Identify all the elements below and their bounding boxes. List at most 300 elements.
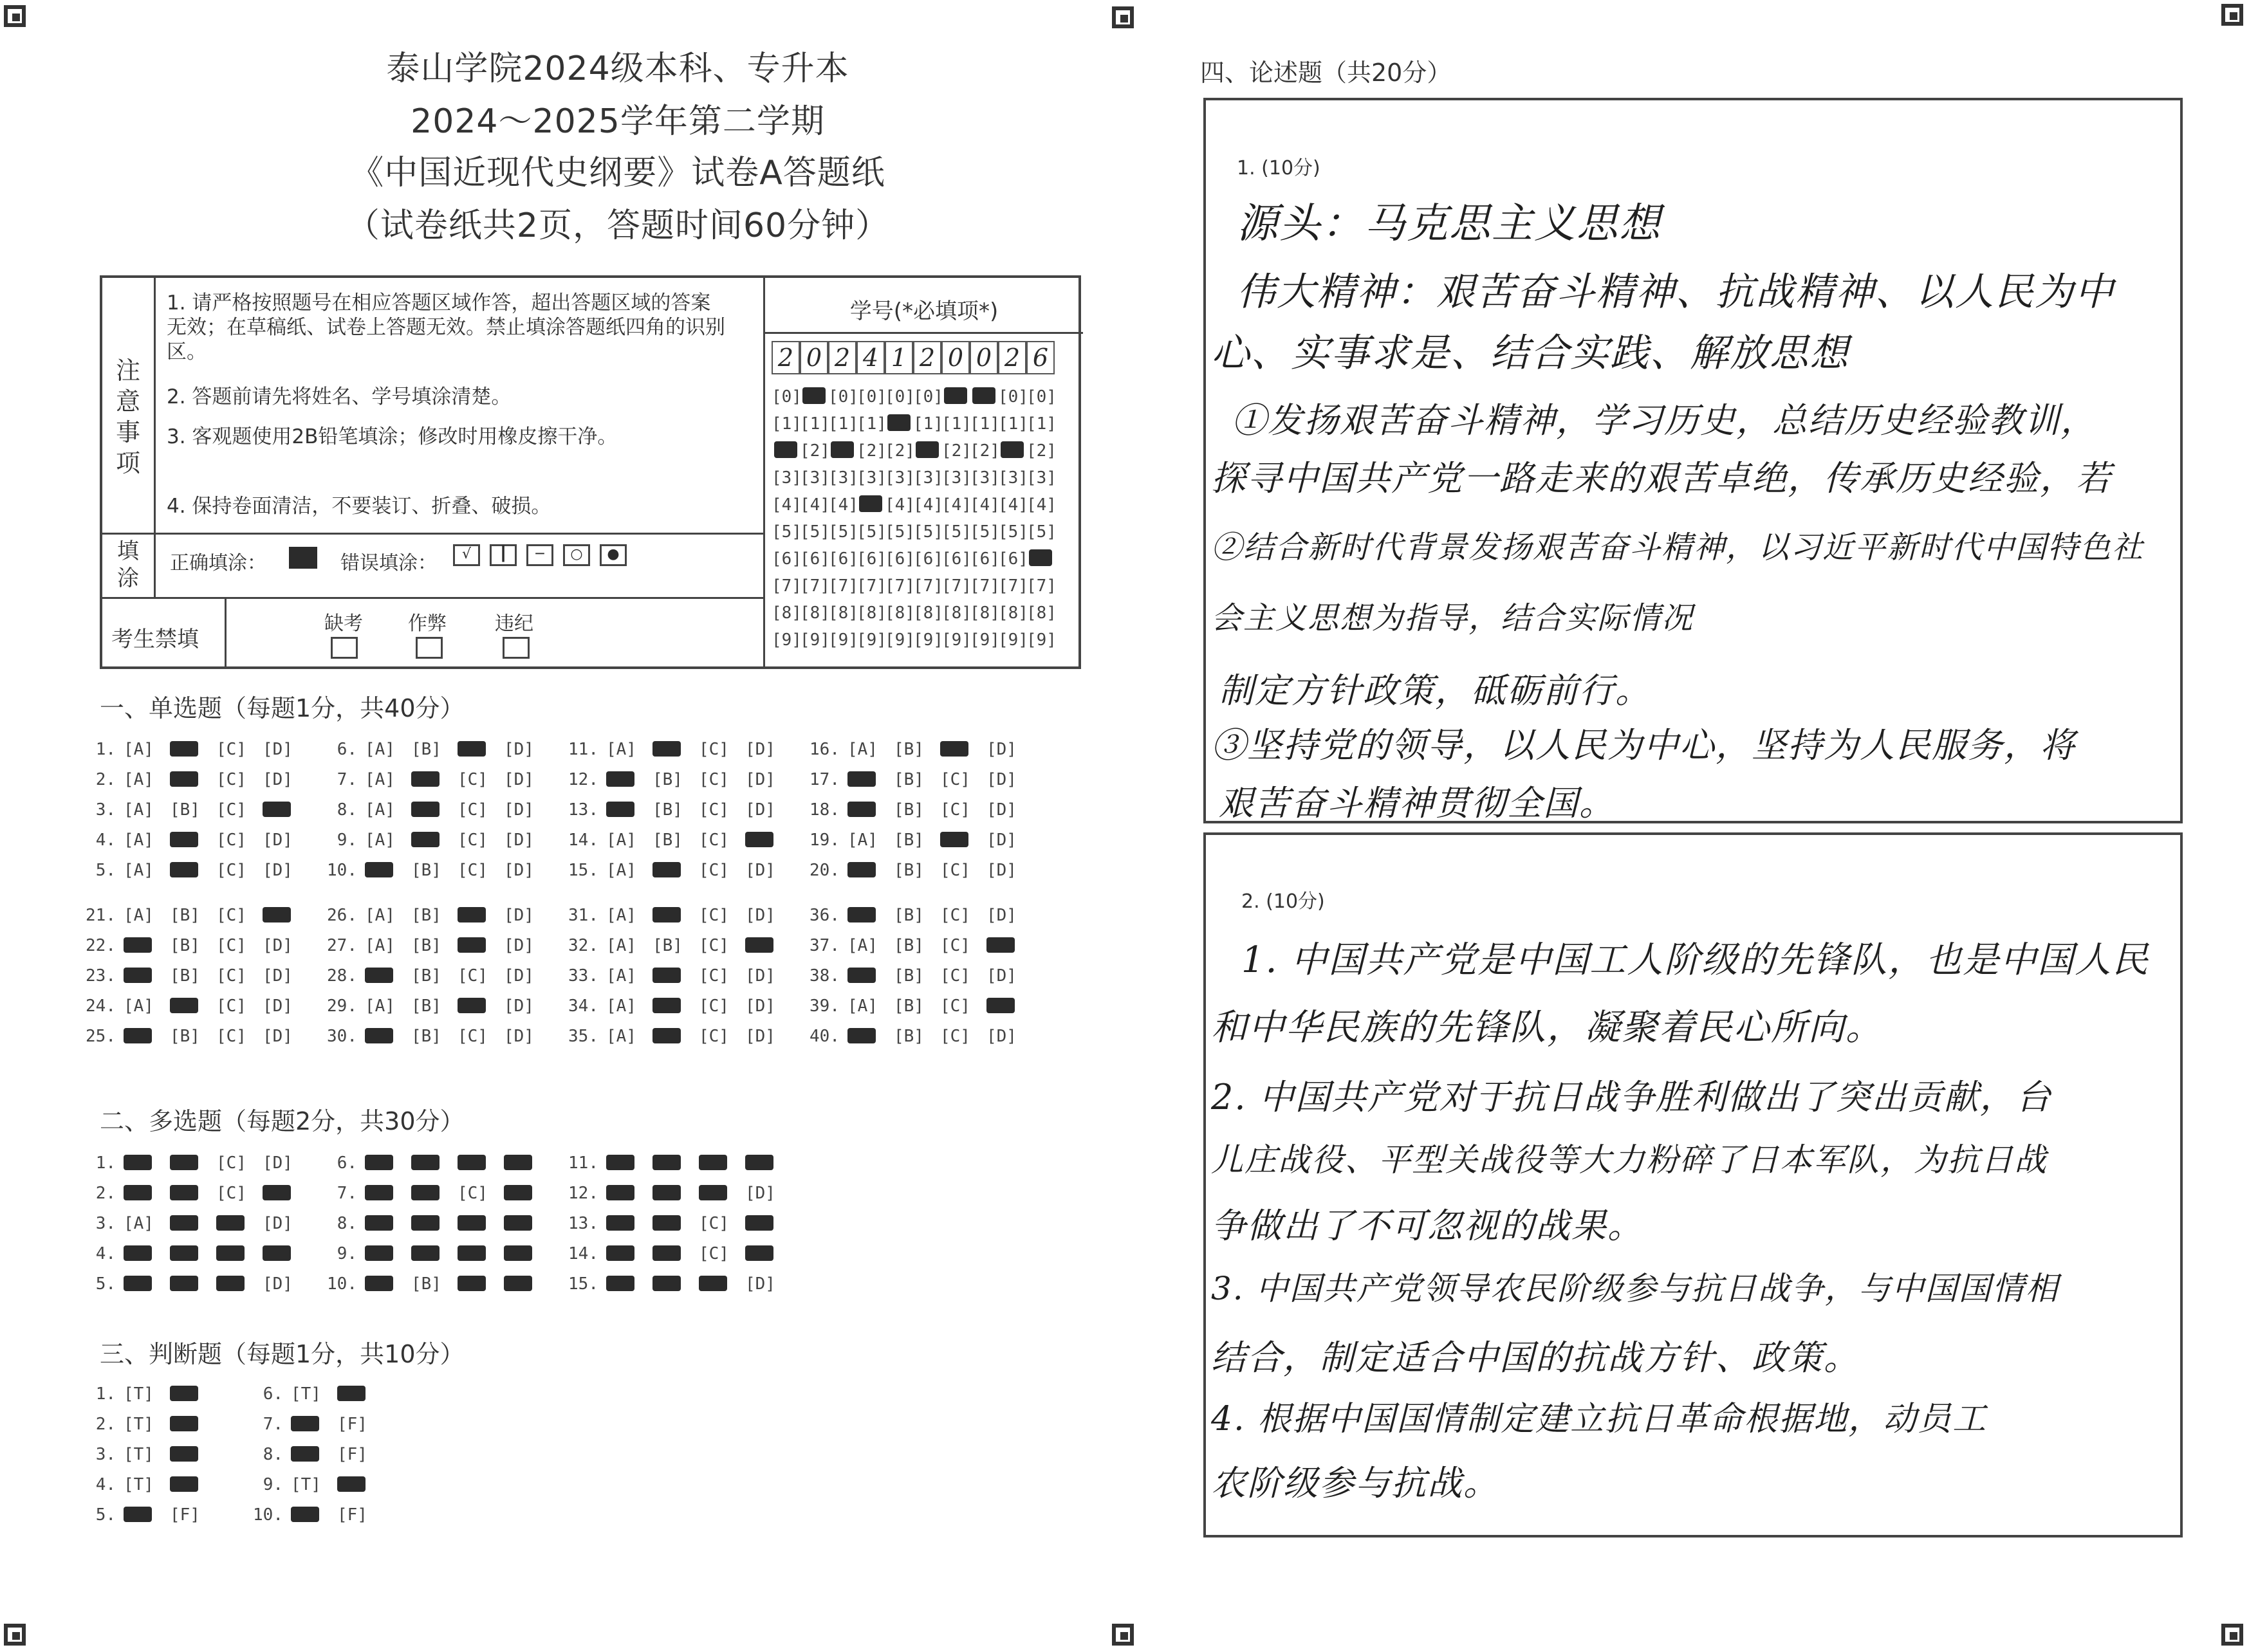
single-choice-option[interactable]: [D] <box>745 906 775 925</box>
single-choice-option[interactable]: [D] <box>986 966 1017 986</box>
single-choice-option[interactable]: [C] <box>216 740 246 759</box>
single-choice-option[interactable]: [D] <box>263 861 293 880</box>
multi-choice-option-filled[interactable] <box>745 1215 773 1231</box>
single-choice-option[interactable]: [A] <box>365 770 395 789</box>
single-choice-option[interactable]: [B] <box>411 906 441 925</box>
multi-choice-option-filled[interactable] <box>411 1245 440 1261</box>
single-choice-option-filled[interactable] <box>365 862 393 877</box>
single-choice-option-filled[interactable] <box>986 937 1015 953</box>
single-choice-option-filled[interactable] <box>847 1028 876 1043</box>
single-choice-option[interactable]: [A] <box>606 996 636 1016</box>
student-id-bubble-filled[interactable] <box>944 387 967 404</box>
true-false-option-filled[interactable] <box>291 1446 319 1462</box>
single-choice-option[interactable]: [B] <box>411 996 441 1016</box>
student-id-bubble[interactable]: [9] <box>828 630 858 650</box>
single-choice-option-filled[interactable] <box>170 832 198 847</box>
single-choice-option[interactable]: [C] <box>699 740 729 759</box>
single-choice-option[interactable]: [A] <box>365 831 395 850</box>
single-choice-option-filled[interactable] <box>847 907 876 922</box>
true-false-option-filled[interactable] <box>170 1446 198 1462</box>
student-id-bubble[interactable]: [5] <box>828 522 858 542</box>
single-choice-option[interactable]: [C] <box>458 1027 488 1046</box>
student-id-bubble[interactable]: [5] <box>998 522 1028 542</box>
single-choice-option-filled[interactable] <box>847 771 876 787</box>
single-choice-option[interactable]: [C] <box>216 800 246 820</box>
multi-choice-option-filled[interactable] <box>170 1185 198 1200</box>
student-id-bubble[interactable]: [6] <box>885 549 915 569</box>
student-id-bubble[interactable]: [5] <box>941 522 972 542</box>
multi-choice-option-filled[interactable] <box>216 1276 245 1291</box>
single-choice-option-filled[interactable] <box>458 998 486 1013</box>
single-choice-option[interactable]: [C] <box>458 966 488 986</box>
student-id-bubble[interactable]: [1] <box>941 414 972 434</box>
multi-choice-option-filled[interactable] <box>652 1155 681 1170</box>
student-id-bubble[interactable]: [2] <box>1026 441 1057 461</box>
multi-choice-option-filled[interactable] <box>458 1215 486 1231</box>
multi-choice-option-filled[interactable] <box>365 1185 393 1200</box>
single-choice-option[interactable]: [A] <box>606 966 636 986</box>
single-choice-option[interactable]: [D] <box>504 831 534 850</box>
single-choice-option[interactable]: [D] <box>504 740 534 759</box>
single-choice-option[interactable]: [D] <box>263 770 293 789</box>
single-choice-option[interactable]: [C] <box>940 1027 970 1046</box>
single-choice-option[interactable]: [A] <box>365 996 395 1016</box>
single-choice-option[interactable]: [A] <box>365 800 395 820</box>
ban-checkbox-cheat[interactable] <box>416 637 443 659</box>
single-choice-option[interactable]: [C] <box>216 936 246 955</box>
single-choice-option[interactable]: [C] <box>216 1027 246 1046</box>
single-choice-option[interactable]: [D] <box>504 996 534 1016</box>
single-choice-option-filled[interactable] <box>411 832 440 847</box>
single-choice-option[interactable]: [C] <box>699 996 729 1016</box>
single-choice-option[interactable]: [A] <box>365 936 395 955</box>
single-choice-option[interactable]: [B] <box>894 861 924 880</box>
student-id-bubble[interactable]: [3] <box>998 468 1028 488</box>
student-id-bubble[interactable]: [3] <box>941 468 972 488</box>
multi-choice-option-filled[interactable] <box>458 1245 486 1261</box>
student-id-bubble[interactable]: [3] <box>828 468 858 488</box>
multi-choice-option-filled[interactable] <box>652 1215 681 1231</box>
multi-choice-option-filled[interactable] <box>124 1155 152 1170</box>
student-id-bubble[interactable]: [3] <box>856 468 887 488</box>
multi-choice-option-filled[interactable] <box>606 1245 634 1261</box>
multi-choice-option-filled[interactable] <box>504 1185 532 1200</box>
single-choice-option[interactable]: [D] <box>504 966 534 986</box>
multi-choice-option-filled[interactable] <box>411 1155 440 1170</box>
multi-choice-option-filled[interactable] <box>699 1185 727 1200</box>
single-choice-option[interactable]: [B] <box>652 936 683 955</box>
student-id-bubble[interactable]: [9] <box>1026 630 1057 650</box>
student-id-bubble[interactable]: [7] <box>856 576 887 596</box>
single-choice-option[interactable]: [C] <box>216 996 246 1016</box>
single-choice-option[interactable]: [C] <box>216 906 246 925</box>
multi-choice-option-filled[interactable] <box>699 1155 727 1170</box>
true-false-option-filled[interactable] <box>170 1386 198 1401</box>
student-id-bubble[interactable]: [9] <box>970 630 1000 650</box>
single-choice-option[interactable]: [D] <box>504 861 534 880</box>
single-choice-option-filled[interactable] <box>745 832 773 847</box>
multi-choice-option[interactable]: [B] <box>411 1274 441 1294</box>
single-choice-option[interactable]: [C] <box>699 861 729 880</box>
student-id-bubble-filled[interactable] <box>1001 441 1024 458</box>
multi-choice-option[interactable]: [D] <box>745 1274 775 1294</box>
student-id-bubble-filled[interactable] <box>972 387 995 404</box>
student-id-bubble[interactable]: [4] <box>800 495 830 515</box>
student-id-bubble[interactable]: [7] <box>998 576 1028 596</box>
single-choice-option[interactable]: [D] <box>263 1027 293 1046</box>
multi-choice-option[interactable]: [C] <box>699 1214 729 1233</box>
multi-choice-option-filled[interactable] <box>745 1245 773 1261</box>
single-choice-option[interactable]: [C] <box>216 770 246 789</box>
single-choice-option-filled[interactable] <box>458 741 486 757</box>
single-choice-option-filled[interactable] <box>124 1028 152 1043</box>
single-choice-option[interactable]: [C] <box>699 906 729 925</box>
true-false-option[interactable]: [F] <box>337 1415 367 1434</box>
single-choice-option-filled[interactable] <box>652 968 681 983</box>
student-id-bubble[interactable]: [6] <box>772 549 802 569</box>
student-id-bubble[interactable]: [8] <box>800 603 830 623</box>
single-choice-option[interactable]: [D] <box>986 831 1017 850</box>
single-choice-option[interactable]: [D] <box>986 1027 1017 1046</box>
single-choice-option-filled[interactable] <box>940 741 968 757</box>
student-id-bubble-filled[interactable] <box>774 441 797 458</box>
single-choice-option[interactable]: [C] <box>940 861 970 880</box>
single-choice-option[interactable]: [D] <box>263 996 293 1016</box>
student-id-bubble[interactable]: [2] <box>800 441 830 461</box>
student-id-bubble[interactable]: [5] <box>885 522 915 542</box>
student-id-bubble[interactable]: [3] <box>800 468 830 488</box>
student-id-bubble[interactable]: [6] <box>913 549 943 569</box>
true-false-option-filled[interactable] <box>124 1507 152 1522</box>
multi-choice-option-filled[interactable] <box>411 1185 440 1200</box>
student-id-bubble[interactable]: [9] <box>913 630 943 650</box>
multi-choice-option-filled[interactable] <box>216 1245 245 1261</box>
true-false-option[interactable]: [F] <box>337 1505 367 1525</box>
single-choice-option[interactable]: [B] <box>894 996 924 1016</box>
single-choice-option-filled[interactable] <box>170 862 198 877</box>
multi-choice-option-filled[interactable] <box>652 1185 681 1200</box>
multi-choice-option-filled[interactable] <box>504 1155 532 1170</box>
single-choice-option[interactable]: [A] <box>124 906 154 925</box>
student-id-bubble[interactable]: [9] <box>998 630 1028 650</box>
student-id-bubble[interactable]: [9] <box>941 630 972 650</box>
single-choice-option[interactable]: [D] <box>745 800 775 820</box>
multi-choice-option-filled[interactable] <box>124 1276 152 1291</box>
true-false-option[interactable]: [T] <box>124 1475 154 1494</box>
student-id-bubble[interactable]: [4] <box>970 495 1000 515</box>
student-id-bubble[interactable]: [3] <box>970 468 1000 488</box>
true-false-option[interactable]: [F] <box>170 1505 200 1525</box>
single-choice-option[interactable]: [D] <box>986 800 1017 820</box>
student-id-bubble[interactable]: [8] <box>913 603 943 623</box>
single-choice-option[interactable]: [C] <box>940 936 970 955</box>
single-choice-option[interactable]: [A] <box>124 770 154 789</box>
single-choice-option[interactable]: [A] <box>606 936 636 955</box>
multi-choice-option-filled[interactable] <box>504 1215 532 1231</box>
student-id-bubble[interactable]: [7] <box>941 576 972 596</box>
single-choice-option[interactable]: [C] <box>940 906 970 925</box>
multi-choice-option-filled[interactable] <box>458 1276 486 1291</box>
single-choice-option-filled[interactable] <box>263 802 291 817</box>
single-choice-option-filled[interactable] <box>652 1028 681 1043</box>
single-choice-option[interactable]: [C] <box>699 770 729 789</box>
single-choice-option[interactable]: [B] <box>170 936 200 955</box>
true-false-option[interactable]: [T] <box>124 1384 154 1404</box>
multi-choice-option-filled[interactable] <box>170 1155 198 1170</box>
multi-choice-option-filled[interactable] <box>458 1155 486 1170</box>
single-choice-option[interactable]: [D] <box>263 831 293 850</box>
student-id-bubble[interactable]: [0] <box>1026 387 1057 407</box>
single-choice-option[interactable]: [A] <box>606 1027 636 1046</box>
student-id-bubble[interactable]: [3] <box>885 468 915 488</box>
single-choice-option-filled[interactable] <box>847 862 876 877</box>
single-choice-option[interactable]: [C] <box>458 800 488 820</box>
single-choice-option-filled[interactable] <box>365 1028 393 1043</box>
single-choice-option-filled[interactable] <box>170 771 198 787</box>
single-choice-option[interactable]: [C] <box>699 966 729 986</box>
student-id-bubble[interactable]: [4] <box>885 495 915 515</box>
single-choice-option[interactable]: [D] <box>504 770 534 789</box>
single-choice-option-filled[interactable] <box>652 741 681 757</box>
student-id-bubble[interactable]: [8] <box>772 603 802 623</box>
single-choice-option[interactable]: [C] <box>699 1027 729 1046</box>
student-id-bubble-filled[interactable] <box>887 414 911 431</box>
student-id-bubble[interactable]: [6] <box>970 549 1000 569</box>
single-choice-option[interactable]: [D] <box>504 906 534 925</box>
student-id-bubble[interactable]: [3] <box>913 468 943 488</box>
single-choice-option-filled[interactable] <box>458 907 486 922</box>
single-choice-option[interactable]: [B] <box>894 906 924 925</box>
student-id-bubble-filled[interactable] <box>916 441 939 458</box>
multi-choice-option-filled[interactable] <box>606 1185 634 1200</box>
single-choice-option-filled[interactable] <box>606 802 634 817</box>
single-choice-option-filled[interactable] <box>170 741 198 757</box>
multi-choice-option-filled[interactable] <box>365 1245 393 1261</box>
single-choice-option-filled[interactable] <box>745 937 773 953</box>
multi-choice-option[interactable]: [C] <box>458 1184 488 1203</box>
multi-choice-option-filled[interactable] <box>606 1276 634 1291</box>
single-choice-option[interactable]: [C] <box>216 861 246 880</box>
single-choice-option[interactable]: [A] <box>606 740 636 759</box>
multi-choice-option-filled[interactable] <box>504 1276 532 1291</box>
single-choice-option[interactable]: [C] <box>699 936 729 955</box>
single-choice-option[interactable]: [D] <box>745 1027 775 1046</box>
single-choice-option[interactable]: [B] <box>652 770 683 789</box>
single-choice-option-filled[interactable] <box>124 968 152 983</box>
student-id-bubble[interactable]: [5] <box>772 522 802 542</box>
student-id-bubble[interactable]: [5] <box>800 522 830 542</box>
student-id-bubble[interactable]: [8] <box>998 603 1028 623</box>
student-id-bubble[interactable]: [8] <box>885 603 915 623</box>
true-false-option[interactable]: [T] <box>291 1384 321 1404</box>
student-id-bubble[interactable]: [2] <box>941 441 972 461</box>
student-id-bubble[interactable]: [6] <box>941 549 972 569</box>
multi-choice-option[interactable]: [C] <box>216 1184 246 1203</box>
single-choice-option[interactable]: [B] <box>411 936 441 955</box>
true-false-option-filled[interactable] <box>170 1476 198 1492</box>
single-choice-option[interactable]: [D] <box>504 800 534 820</box>
single-choice-option-filled[interactable] <box>652 998 681 1013</box>
single-choice-option[interactable]: [A] <box>124 740 154 759</box>
multi-choice-option-filled[interactable] <box>263 1185 291 1200</box>
student-id-bubble[interactable]: [9] <box>772 630 802 650</box>
single-choice-option[interactable]: [C] <box>940 996 970 1016</box>
true-false-option[interactable]: [T] <box>291 1475 321 1494</box>
student-id-bubble[interactable]: [5] <box>856 522 887 542</box>
student-id-bubble[interactable]: [7] <box>800 576 830 596</box>
single-choice-option[interactable]: [C] <box>940 770 970 789</box>
single-choice-option[interactable]: [C] <box>699 831 729 850</box>
single-choice-option-filled[interactable] <box>606 771 634 787</box>
single-choice-option[interactable]: [B] <box>170 906 200 925</box>
single-choice-option[interactable]: [A] <box>365 740 395 759</box>
single-choice-option[interactable]: [B] <box>894 800 924 820</box>
student-id-bubble[interactable]: [6] <box>800 549 830 569</box>
single-choice-option[interactable]: [D] <box>986 906 1017 925</box>
single-choice-option[interactable]: [B] <box>652 831 683 850</box>
student-id-bubble[interactable]: [6] <box>828 549 858 569</box>
single-choice-option-filled[interactable] <box>458 937 486 953</box>
single-choice-option[interactable]: [B] <box>170 800 200 820</box>
student-id-bubble-filled[interactable] <box>831 441 854 458</box>
single-choice-option[interactable]: [B] <box>894 831 924 850</box>
student-id-bubble-filled[interactable] <box>802 387 826 404</box>
single-choice-option[interactable]: [B] <box>411 1027 441 1046</box>
single-choice-option[interactable]: [B] <box>170 966 200 986</box>
student-id-bubble[interactable]: [6] <box>856 549 887 569</box>
multi-choice-option-filled[interactable] <box>504 1245 532 1261</box>
single-choice-option[interactable]: [B] <box>411 966 441 986</box>
single-choice-option[interactable]: [B] <box>894 966 924 986</box>
multi-choice-option-filled[interactable] <box>170 1276 198 1291</box>
multi-choice-option-filled[interactable] <box>170 1215 198 1231</box>
single-choice-option[interactable]: [C] <box>940 800 970 820</box>
student-id-bubble[interactable]: [4] <box>913 495 943 515</box>
true-false-option-filled[interactable] <box>291 1507 319 1522</box>
student-id-bubble[interactable]: [0] <box>772 387 802 407</box>
student-id-bubble-filled[interactable] <box>1029 549 1052 566</box>
student-id-bubble[interactable]: [8] <box>828 603 858 623</box>
single-choice-option-filled[interactable] <box>124 937 152 953</box>
single-choice-option[interactable]: [D] <box>745 861 775 880</box>
student-id-bubble[interactable]: [4] <box>941 495 972 515</box>
single-choice-option[interactable]: [D] <box>745 996 775 1016</box>
student-id-bubble[interactable]: [8] <box>856 603 887 623</box>
multi-choice-option[interactable]: [A] <box>124 1214 154 1233</box>
true-false-option[interactable]: [T] <box>124 1445 154 1464</box>
multi-choice-option[interactable]: [D] <box>263 1153 293 1173</box>
single-choice-option[interactable]: [B] <box>894 740 924 759</box>
student-id-bubble[interactable]: [8] <box>941 603 972 623</box>
multi-choice-option-filled[interactable] <box>365 1215 393 1231</box>
single-choice-option[interactable]: [A] <box>606 831 636 850</box>
single-choice-option[interactable]: [B] <box>411 861 441 880</box>
single-choice-option[interactable]: [A] <box>847 996 878 1016</box>
student-id-bubble[interactable]: [6] <box>998 549 1028 569</box>
single-choice-option[interactable]: [C] <box>458 861 488 880</box>
true-false-option-filled[interactable] <box>337 1386 366 1401</box>
single-choice-option[interactable]: [B] <box>170 1027 200 1046</box>
single-choice-option[interactable]: [C] <box>216 831 246 850</box>
multi-choice-option[interactable]: [C] <box>699 1244 729 1263</box>
single-choice-option-filled[interactable] <box>986 998 1015 1013</box>
single-choice-option[interactable]: [A] <box>606 906 636 925</box>
student-id-bubble[interactable]: [9] <box>800 630 830 650</box>
single-choice-option[interactable]: [A] <box>606 861 636 880</box>
single-choice-option-filled[interactable] <box>263 907 291 922</box>
student-id-bubble[interactable]: [1] <box>913 414 943 434</box>
multi-choice-option-filled[interactable] <box>170 1245 198 1261</box>
multi-choice-option-filled[interactable] <box>652 1276 681 1291</box>
true-false-option[interactable]: [F] <box>337 1445 367 1464</box>
single-choice-option[interactable]: [D] <box>263 936 293 955</box>
student-id-bubble[interactable]: [5] <box>970 522 1000 542</box>
multi-choice-option[interactable]: [D] <box>745 1184 775 1203</box>
multi-choice-option-filled[interactable] <box>124 1245 152 1261</box>
student-id-bubble[interactable]: [5] <box>1026 522 1057 542</box>
student-id-bubble[interactable]: [2] <box>856 441 887 461</box>
student-id-bubble[interactable]: [5] <box>913 522 943 542</box>
single-choice-option[interactable]: [D] <box>986 861 1017 880</box>
single-choice-option[interactable]: [A] <box>847 831 878 850</box>
multi-choice-option-filled[interactable] <box>411 1215 440 1231</box>
multi-choice-option-filled[interactable] <box>124 1185 152 1200</box>
multi-choice-option-filled[interactable] <box>606 1155 634 1170</box>
student-id-bubble[interactable]: [4] <box>772 495 802 515</box>
student-id-bubble[interactable]: [1] <box>856 414 887 434</box>
single-choice-option[interactable]: [C] <box>940 966 970 986</box>
student-id-bubble[interactable]: [7] <box>1026 576 1057 596</box>
single-choice-option[interactable]: [B] <box>894 770 924 789</box>
multi-choice-option-filled[interactable] <box>365 1276 393 1291</box>
single-choice-option[interactable]: [D] <box>263 966 293 986</box>
single-choice-option[interactable]: [A] <box>365 906 395 925</box>
student-id-bubble[interactable]: [1] <box>772 414 802 434</box>
single-choice-option[interactable]: [C] <box>699 800 729 820</box>
true-false-option-filled[interactable] <box>337 1476 366 1492</box>
student-id-bubble[interactable]: [7] <box>885 576 915 596</box>
student-id-bubble[interactable]: [0] <box>856 387 887 407</box>
single-choice-option[interactable]: [A] <box>847 936 878 955</box>
student-id-bubble[interactable]: [7] <box>772 576 802 596</box>
student-id-bubble[interactable]: [3] <box>1026 468 1057 488</box>
multi-choice-option-filled[interactable] <box>699 1276 727 1291</box>
student-id-bubble[interactable]: [1] <box>970 414 1000 434</box>
student-id-bubble[interactable]: [1] <box>800 414 830 434</box>
student-id-bubble[interactable]: [7] <box>913 576 943 596</box>
single-choice-option-filled[interactable] <box>940 832 968 847</box>
true-false-option-filled[interactable] <box>170 1416 198 1431</box>
single-choice-option[interactable]: [A] <box>124 996 154 1016</box>
single-choice-option[interactable]: [A] <box>124 800 154 820</box>
true-false-option[interactable]: [T] <box>124 1415 154 1434</box>
multi-choice-option-filled[interactable] <box>216 1215 245 1231</box>
single-choice-option[interactable]: [C] <box>216 966 246 986</box>
student-id-bubble[interactable]: [8] <box>1026 603 1057 623</box>
student-id-bubble[interactable]: [4] <box>828 495 858 515</box>
student-id-bubble[interactable]: [4] <box>998 495 1028 515</box>
student-id-bubble[interactable]: [1] <box>1026 414 1057 434</box>
student-id-bubble-filled[interactable] <box>859 495 882 512</box>
student-id-bubble[interactable]: [9] <box>856 630 887 650</box>
single-choice-option[interactable]: [B] <box>894 936 924 955</box>
single-choice-option[interactable]: [A] <box>124 861 154 880</box>
single-choice-option-filled[interactable] <box>365 968 393 983</box>
single-choice-option-filled[interactable] <box>652 862 681 877</box>
single-choice-option-filled[interactable] <box>170 998 198 1013</box>
single-choice-option[interactable]: [A] <box>124 831 154 850</box>
student-id-bubble[interactable]: [3] <box>772 468 802 488</box>
